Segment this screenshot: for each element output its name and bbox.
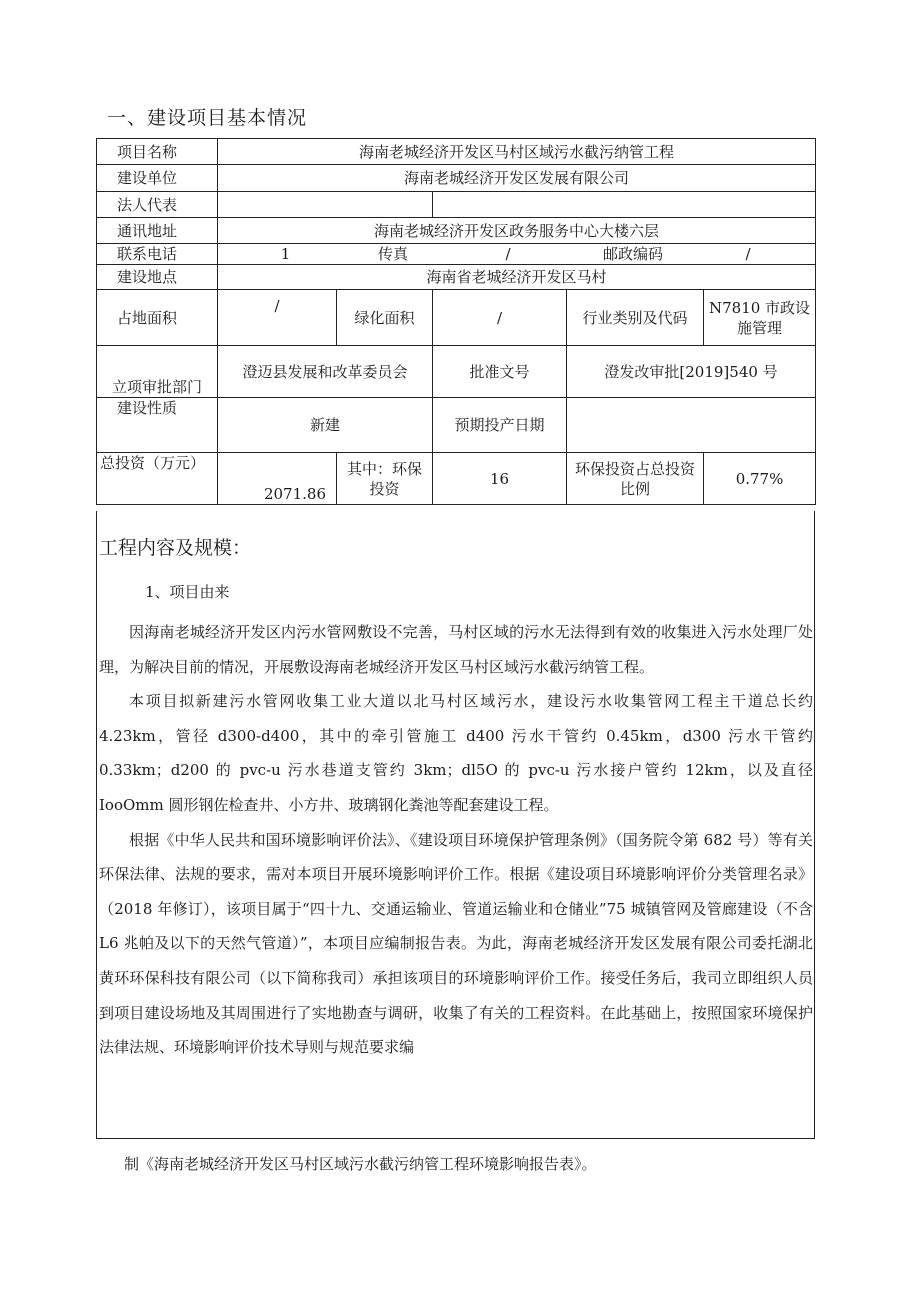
nature-label: 建设性质 bbox=[97, 398, 218, 453]
area-value: / bbox=[218, 290, 337, 346]
industry-value: N7810 市政设施管理 bbox=[704, 290, 816, 346]
content-heading: 工程内容及规模： bbox=[99, 537, 252, 559]
unit-label: 建设单位 bbox=[97, 165, 218, 192]
approval-dept-label: 立项审批部门 bbox=[97, 346, 218, 398]
row-phone bbox=[97, 244, 816, 265]
legal-label: 法人代表 bbox=[97, 192, 218, 218]
row-legal bbox=[97, 192, 816, 218]
fax-label: 传真 bbox=[377, 245, 408, 263]
postal-value: / bbox=[745, 245, 751, 263]
green-value: / bbox=[433, 290, 567, 346]
phone-label: 联系电话 bbox=[97, 244, 218, 265]
production-label: 预期投产日期 bbox=[433, 398, 567, 453]
row-address bbox=[97, 218, 816, 244]
project-info-table bbox=[96, 138, 816, 505]
approval-no-label: 批准文号 bbox=[433, 346, 567, 398]
env-invest-label: 其中：环保投资 bbox=[337, 453, 433, 505]
legal-value-empty bbox=[218, 192, 433, 218]
row-site bbox=[97, 265, 816, 290]
row-invest bbox=[97, 453, 816, 505]
site-label: 建设地点 bbox=[97, 265, 218, 290]
paragraph: 因海南老城经济开发区内污水管网敷设不完善，马村区域的污水无法得到有效的收集进入污水处理厂处理，为解决目前的情况，开展敷设海南老城经济开发区马村区域污水截污纳管工程。 bbox=[99, 623, 813, 676]
green-label: 绿化面积 bbox=[337, 290, 433, 346]
row-nature bbox=[97, 398, 816, 453]
legal-extra-empty bbox=[433, 192, 816, 218]
invest-label: 总投资（万元） bbox=[97, 453, 218, 505]
content-body bbox=[99, 615, 813, 1065]
address-value: 海南老城经济开发区政务服务中心大楼六层 bbox=[218, 218, 816, 244]
project-content-box bbox=[96, 511, 815, 1139]
production-value bbox=[567, 398, 816, 453]
row-unit bbox=[97, 165, 816, 192]
area-label: 占地面积 bbox=[97, 290, 218, 346]
content-sub-heading: 1、项目由来 bbox=[145, 583, 230, 601]
row-approval bbox=[97, 346, 816, 398]
unit-value: 海南老城经济开发区发展有限公司 bbox=[218, 165, 816, 192]
industry-label: 行业类别及代码 bbox=[567, 290, 704, 346]
env-ratio-label: 环保投资占总投资比例 bbox=[567, 453, 704, 505]
env-invest-value: 16 bbox=[433, 453, 567, 505]
env-ratio-value: 0.77% bbox=[704, 453, 816, 505]
paragraph: 根据《中华人民共和国环境影响评价法》、《建设项目环境保护管理条例》（国务院令第 682 号）等有关环保法律、法规的要求，需对本项目开展环境影响评价工作。根据《建设项目环境影响评价分类管理名录》（2018 年修订），该项目属于“四十九、交通运输业、管道运输业和仓储业”75 城镇管网及管廊建设（不含 L6 兆帕及以下的天然气管道）”，本项目应编制报告表。为此，海南老城经济开发区发展有限公司委托湖北黄环环保科技有限公司（以下简称我司）承担该项目的环境影响评价工作。接受任务后，我司立即组织人员到项目建设场地及其周围进行了实地勘查与调研，收集了有关的工程资料。在此基础上，按照国家环境保护法律法规、环境影响评价技术导则与规范要求编 bbox=[99, 830, 813, 1057]
phone-value: 1 bbox=[280, 245, 291, 263]
site-value: 海南省老城经济开发区马村 bbox=[218, 265, 816, 290]
project-name-value: 海南老城经济开发区马村区域污水截污纳管工程 bbox=[218, 139, 816, 165]
invest-value: 2071.86 bbox=[218, 453, 337, 505]
row-project-name bbox=[97, 139, 816, 165]
address-label: 通讯地址 bbox=[97, 218, 218, 244]
project-name-label: 项目名称 bbox=[97, 139, 218, 165]
trailing-text: 制《海南老城经济开发区马村区域污水截污纳管工程环境影响报告表》。 bbox=[124, 1155, 597, 1173]
postal-label: 邮政编码 bbox=[602, 245, 663, 263]
approval-no-value: 澄发改审批[2019]540 号 bbox=[567, 346, 816, 398]
paragraph: 本项目拟新建污水管网收集工业大道以北马村区域污水，建设污水收集管网工程主干道总长约 4.23km，管径 d300-d400，其中的牵引管施工 d400 污水干管约 0.45km，d300 污水干管约 0.33km；d200 的 pvc-u 污水巷道支管约 3km；dl5O 的 pvc-u 污水接户管约 12km，以及直径 IooOmm 圆形钢佐检查井、小方井、玻璃钢化粪池等配套建设工程。 bbox=[99, 692, 813, 814]
row-area bbox=[97, 290, 816, 346]
section-title: 一、建设项目基本情况 bbox=[107, 107, 308, 129]
nature-value: 新建 bbox=[218, 398, 433, 453]
fax-value: / bbox=[505, 245, 511, 263]
approval-dept-value: 澄迈县发展和改革委员会 bbox=[218, 346, 433, 398]
